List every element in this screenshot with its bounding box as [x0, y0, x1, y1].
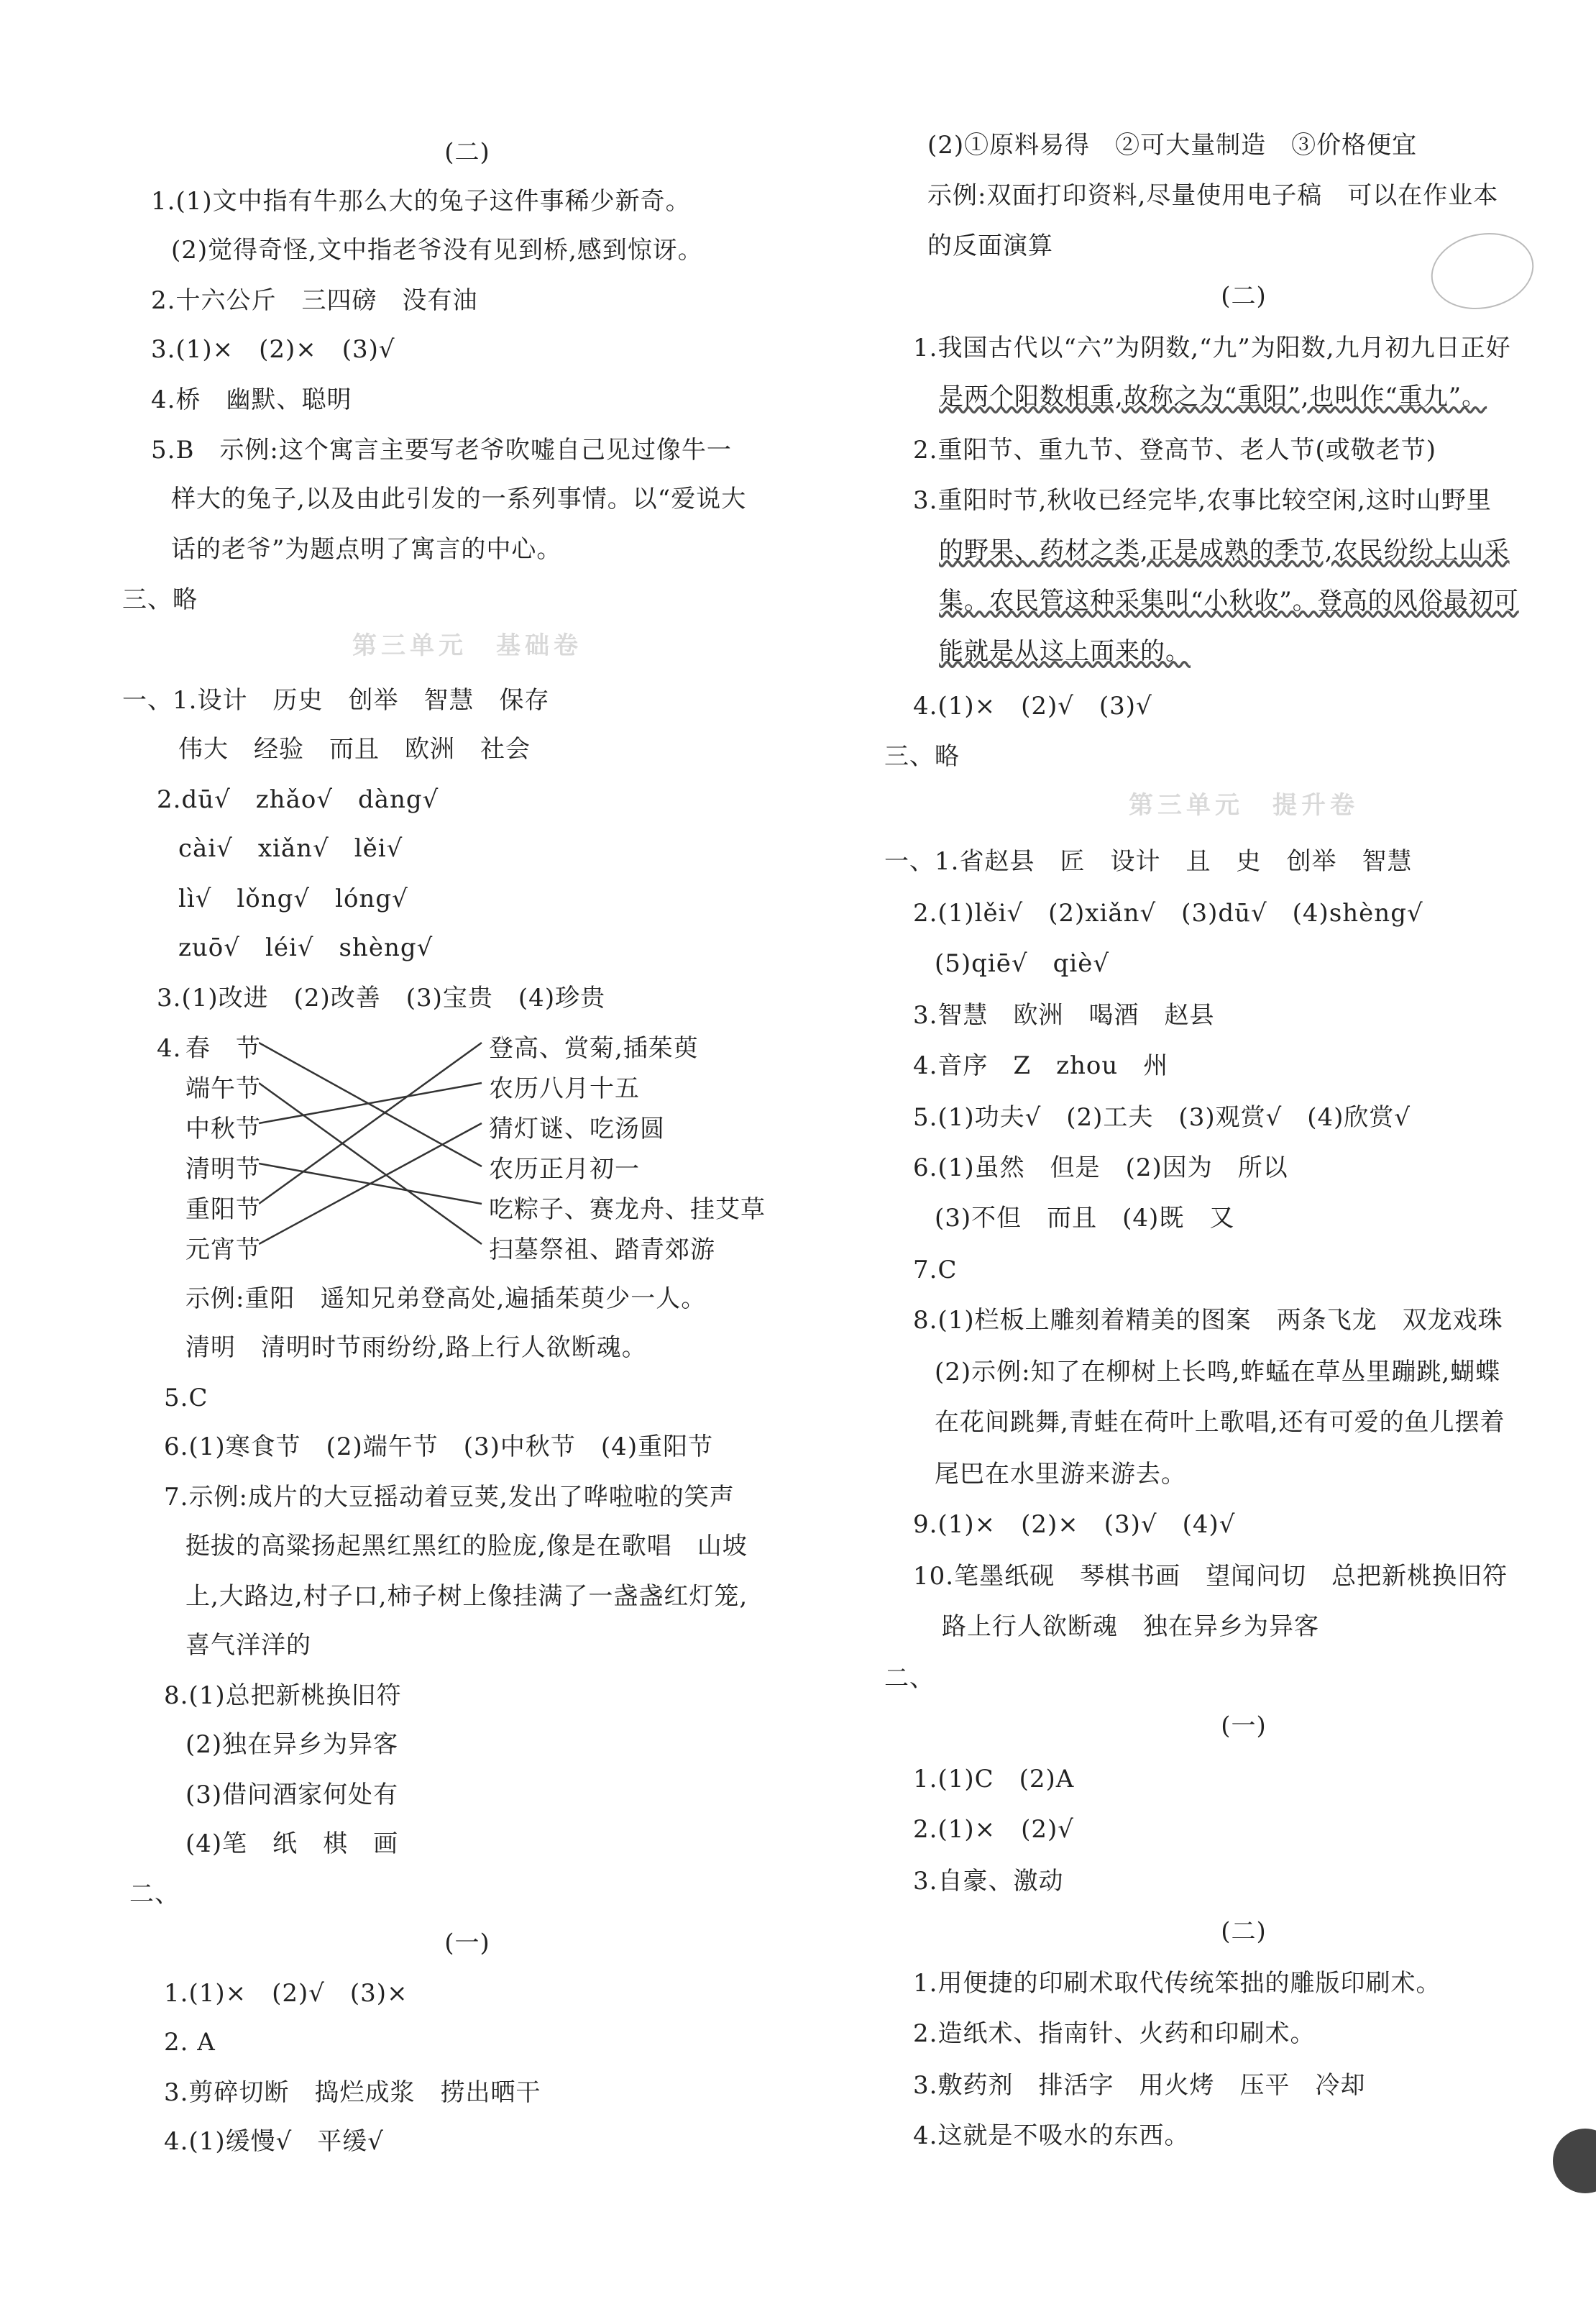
custom-item: 农历正月初一 [489, 1155, 640, 1184]
matching-lines [259, 1028, 489, 1273]
right-column [884, 0, 1589, 2299]
answer-line: 1.我国古代以“六”为阴数,“九”为阳数,九月初九日正好 [913, 334, 1511, 362]
answer-line: (2)觉得奇怪,文中指老爷没有见到桥,感到惊讶。 [171, 236, 703, 265]
answer-line: 3.重阳时节,秋收已经完毕,农事比较空闲,这时山野里 [913, 486, 1492, 515]
answer-line: (2)独在异乡为异客 [185, 1730, 399, 1759]
left-column [122, 0, 812, 2299]
answer-line: 4.音序 Z zhou 州 [913, 1051, 1169, 1080]
page-corner-badge [1553, 2129, 1596, 2193]
section-heading: 二、 [129, 1880, 180, 1909]
festival-item: 中秋节 [185, 1115, 261, 1143]
answer-line: 4.(1)缓慢√ 平缓√ [164, 2127, 384, 2156]
answer-line: 7.C [913, 1256, 958, 1284]
answer-line: 2. A [164, 2028, 216, 2057]
answer-line: 一、1.省赵县 匠 设计 且 史 创举 智慧 [884, 847, 1413, 876]
part-two-header: (二) [1221, 282, 1267, 311]
answer-line: 3.自豪、激动 [913, 1867, 1064, 1896]
answer-line: 清明 清明时节雨纷纷,路上行人欲断魂。 [185, 1333, 647, 1362]
answer-line-underlined: 能就是从这上面来的。 [939, 637, 1191, 666]
answer-line: zuō√ léi√ shèng√ [178, 933, 434, 962]
answer-line: 示例:重阳 遥知兄弟登高处,遍插茱萸少一人。 [185, 1284, 707, 1313]
unit-title-faint: 第三单元 提升卷 [1129, 791, 1359, 820]
festival-item: 元宵节 [185, 1235, 261, 1264]
answer-line: 1.(1)× (2)√ (3)× [164, 1979, 408, 2008]
answer-line: 伟大 经验 而且 欧洲 社会 [178, 735, 531, 764]
answer-line: 9.(1)× (2)× (3)√ (4)√ [913, 1510, 1236, 1539]
answer-line: 路上行人欲断魂 独在异乡为异客 [942, 1612, 1319, 1641]
answer-line-underlined: 是两个阳数相重,故称之为“重阳”,也叫作“重九”。 [939, 383, 1487, 411]
answer-line: 上,大路边,村子口,柿子树上像挂满了一盏盏红灯笼, [185, 1582, 748, 1611]
answer-line: 2.十六公斤 三四磅 没有油 [151, 286, 478, 315]
answer-line: (4)笔 纸 棋 画 [185, 1829, 399, 1858]
answer-line: 5.C [164, 1384, 208, 1412]
answer-line: 5.B 示例:这个寓言主要写老爷吹嘘自己见过像牛一 [151, 436, 732, 465]
custom-item: 吃粽子、赛龙舟、挂艾草 [489, 1195, 766, 1224]
answer-line-underlined: 的野果、药材之类,正是成熟的季节,农民纷纷上山采 [939, 536, 1510, 565]
answer-line: 8.(1)栏板上雕刻着精美的图案 两条飞龙 双龙戏珠 [913, 1306, 1503, 1335]
answer-line: 一、1.设计 历史 创举 智慧 保存 [122, 686, 550, 715]
match-line [259, 1083, 482, 1123]
answer-line: 3.(1)改进 (2)改善 (3)宝贵 (4)珍贵 [157, 984, 606, 1013]
answer-line: 尾巴在水里游来游去。 [935, 1460, 1186, 1489]
answer-line: 3.敷药剂 排活字 用火烤 压平 冷却 [913, 2071, 1366, 2100]
answer-line: 4.(1)× (2)√ (3)√ [913, 692, 1152, 721]
custom-item: 猜灯谜、吃汤圆 [489, 1115, 665, 1143]
festival-item: 春 节 [185, 1034, 261, 1063]
match-line [259, 1083, 482, 1244]
answer-line: 喜气洋洋的 [185, 1631, 311, 1660]
answer-line: 的反面演算 [927, 232, 1053, 260]
match-line [259, 1043, 482, 1204]
answer-line: 3.智慧 欧洲 喝酒 赵县 [913, 1001, 1215, 1030]
festival-item: 清明节 [185, 1155, 261, 1184]
answer-line: cài√ xiǎn√ lěi√ [178, 834, 403, 863]
answer-line: 2.dū√ zhǎo√ dàng√ [157, 785, 439, 814]
answer-line: 3.(1)× (2)× (3)√ [151, 335, 395, 364]
answer-line: 2.造纸术、指南针、火药和印刷术。 [913, 2019, 1316, 2048]
answer-line: 4.这就是不吸水的东西。 [913, 2121, 1190, 2150]
answer-line: 1.用便捷的印刷术取代传统笨拙的雕版印刷术。 [913, 1969, 1441, 1998]
answer-line: (3)借问酒家何处有 [185, 1781, 399, 1809]
answer-line: 样大的兔子,以及由此引发的一系列事情。以“爱说大 [171, 485, 747, 513]
answer-line: 挺拔的高粱扬起黑红黑红的脸庞,像是在歌唱 山坡 [185, 1532, 748, 1560]
answer-line: 8.(1)总把新桃换旧符 [164, 1681, 402, 1710]
unit-title-faint: 第三单元 基础卷 [352, 631, 582, 660]
answer-line: 10.笔墨纸砚 琴棋书画 望闻问切 总把新桃换旧符 [913, 1562, 1508, 1591]
answer-line: 4.桥 幽默、聪明 [151, 385, 352, 414]
part-two-header: (二) [1221, 1917, 1267, 1946]
answer-line-underlined: 集。农民管这种采集叫“小秋收”。登高的风俗最初可 [939, 587, 1519, 616]
answer-line: 3.剪碎切断 捣烂成浆 捞出晒干 [164, 2078, 541, 2107]
answer-line: 2.(1)× (2)√ [913, 1815, 1074, 1844]
answer-line: 1.(1)C (2)A [913, 1765, 1075, 1793]
answer-line: 1.(1)文中指有牛那么大的兔子这件事稀少新奇。 [151, 187, 691, 216]
section-heading: 二、 [884, 1664, 935, 1693]
answer-line: (5)qiē√ qiè√ [935, 949, 1110, 978]
answer-line: 2.(1)lěi√ (2)xiǎn√ (3)dū√ (4)shèng√ [913, 899, 1423, 928]
custom-item: 登高、赏菊,插茱萸 [489, 1034, 699, 1063]
answer-line: 6.(1)寒食节 (2)端午节 (3)中秋节 (4)重阳节 [164, 1432, 714, 1461]
custom-item: 扫墓祭祖、踏青郊游 [489, 1235, 715, 1264]
answer-line: (2)①原料易得 ②可大量制造 ③价格便宜 [927, 131, 1418, 160]
answer-line: 话的老爷”为题点明了寓言的中心。 [171, 535, 562, 564]
answer-line: (2)示例:知了在柳树上长鸣,蚱蜢在草丛里蹦跳,蝴蝶 [935, 1358, 1501, 1386]
festival-item: 端午节 [185, 1074, 261, 1103]
custom-item: 农历八月十五 [489, 1074, 640, 1103]
answer-line: lì√ lǒng√ lóng√ [178, 885, 408, 913]
section-heading: 三、略 [884, 742, 960, 771]
festival-item: 重阳节 [185, 1195, 261, 1224]
answer-line: 2.重阳节、重九节、登高节、老人节(或敬老节) [913, 436, 1436, 465]
answer-line: 5.(1)功夫√ (2)工夫 (3)观赏√ (4)欣赏√ [913, 1103, 1411, 1132]
answer-line: 在花间跳舞,青蛙在荷叶上歌唱,还有可爱的鱼儿摆着 [935, 1408, 1505, 1437]
answer-line: (3)不但 而且 (4)既 又 [935, 1204, 1235, 1233]
part-one-header: (一) [1221, 1711, 1267, 1740]
match-line [259, 1043, 482, 1166]
part-one-header: (一) [444, 1929, 490, 1957]
answer-line: 6.(1)虽然 但是 (2)因为 所以 [913, 1153, 1288, 1182]
part-two-header: (二) [444, 138, 490, 167]
matching-label: 4. [157, 1034, 182, 1063]
answer-line: 7.示例:成片的大豆摇动着豆荚,发出了哗啦啦的笑声 [164, 1483, 735, 1512]
match-line [259, 1123, 482, 1244]
section-heading: 三、略 [122, 585, 198, 614]
answer-line: 示例:双面打印资料,尽量使用电子稿 可以在作业本 [927, 181, 1499, 210]
